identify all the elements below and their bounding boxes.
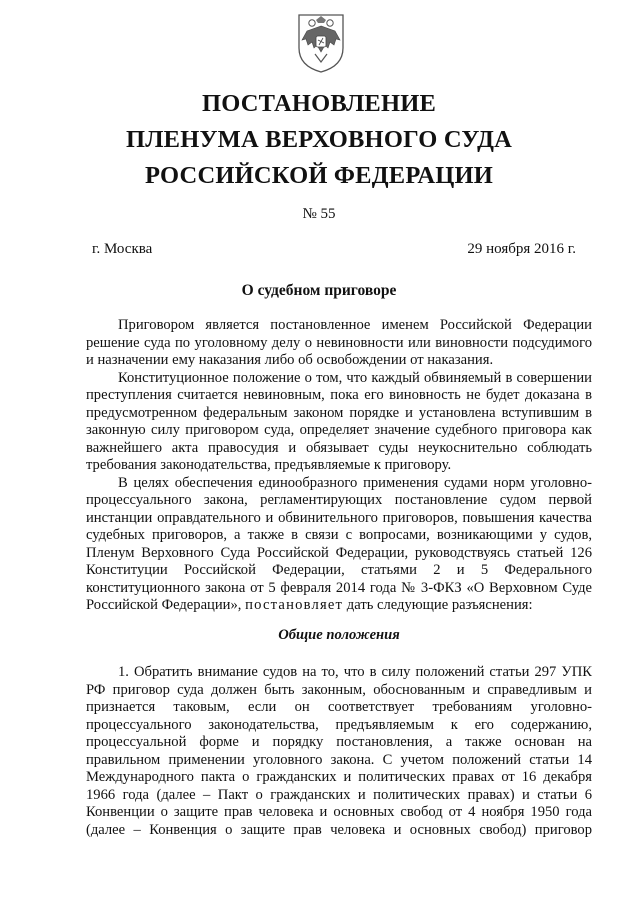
header-line-3: РОССИЙСКОЙ ФЕДЕРАЦИИ — [144, 162, 494, 189]
coat-of-arms-emblem — [295, 12, 347, 74]
document-body — [86, 317, 592, 839]
section-heading: Общие положения — [278, 626, 400, 643]
paragraph-3-text: В целях обеспечения единообразного применения судами норм уголовно-процессуального закона, регламентирующих постановление судом первой инстанции оправдательного и обвинительного приговоров, повышения качества судебных приговоров, а также в связи с вопросами, возникающими у судов, Пленум Верховного Суда Российской Федерации, руководствуясь статьей 126 Конституции Российской Федерации, статьями 2 и 5 Федерального конституционного закона от 5 февраля 2014 года № 3-ФКЗ «О Верховном Суде Российской Федерации», — [86, 474, 592, 613]
date: 29 ноября 2016 г. — [467, 241, 576, 257]
paragraph-2: Конституционное положение о том, что каждый обвиняемый в совершении преступления считается невиновным, пока его виновность не будет доказана в предусмотренном федеральным законом порядке и установлена вступившим в законную силу приговором суда, определяет значение судебного приговора как важнейшего акта правосудия и обязывает суды неукоснительно соблюдать требования законодательства, предъявляемые к приговору. — [86, 369, 592, 473]
paragraph-1: Приговором является постановленное именем Российской Федерации решение суда по уголовному делу о невиновности или виновности подсудимого и назначении ему наказания либо об освобождении от наказания. — [86, 317, 592, 368]
document-header — [0, 86, 638, 194]
header-line-2: ПЛЕНУМА ВЕРХОВНОГО СУДА — [125, 126, 513, 153]
document-title: О судебном приговоре — [241, 282, 397, 299]
paragraph-3-ending: дать следующие разъяснения: — [346, 597, 533, 613]
clause-1: 1. Обратить внимание судов на то, что в силу положений статьи 297 УПК РФ приговор суда должен быть законным, обоснованным и справедливым и признается таковым, если он соответствует требованиям уголовно-процессуального законодательства, предъявляемым к его содержанию, процессуальной форме и порядку постановления, а также основан на правильном применении уголовного закона. С учетом положений статьи 14 Международного пакта о гражданских и политических правах от 16 декабря 1966 года (далее – Пакт о гражданских и политических правах) и статьи 6 Конвенции о защите прав человека и основных свобод от 4 ноября 1950 года (далее – Конвенция о защите прав человека и основных свобод) приговор — [86, 664, 592, 838]
resolves-word: постановляет — [245, 597, 344, 613]
paragraph-3 — [86, 475, 592, 615]
resolution-number: № 55 — [302, 206, 336, 222]
header-line-1: ПОСТАНОВЛЕНИЕ — [201, 90, 437, 117]
city: г. Москва — [92, 241, 153, 257]
